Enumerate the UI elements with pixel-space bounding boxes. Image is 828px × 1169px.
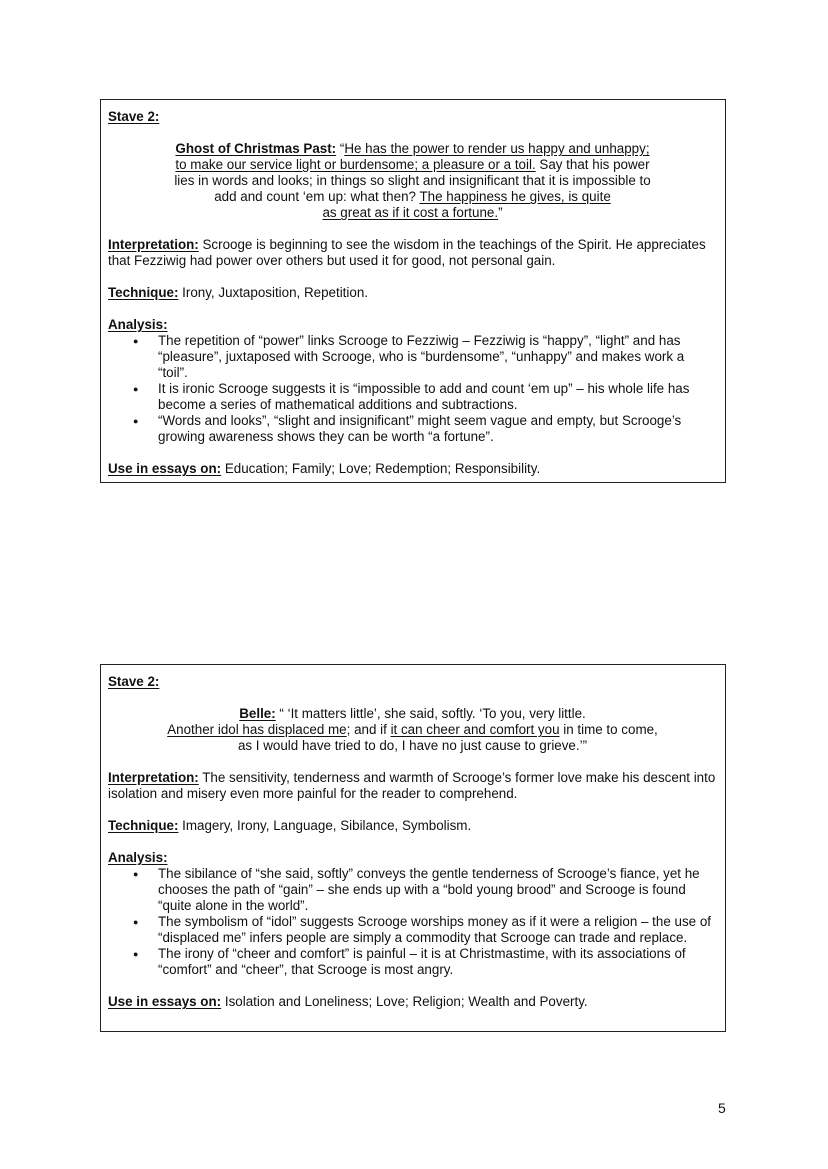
quote-text: ; and if bbox=[346, 722, 391, 737]
quote-line bbox=[108, 205, 717, 221]
use-in-essays-text: Isolation and Loneliness; Love; Religion; Wealth and Poverty. bbox=[221, 994, 588, 1009]
interpretation-label: Interpretation: bbox=[108, 770, 199, 785]
analysis-item: ● It is ironic Scrooge suggests it is “impossible to add and count ‘em up” – his whole life has become a series of mathematical additions and subtractions. bbox=[158, 381, 717, 413]
quote-text: as I would have tried to do, I have no just cause to grieve.’” bbox=[237, 738, 588, 753]
technique-text: Imagery, Irony, Language, Sibilance, Symbolism. bbox=[178, 818, 472, 833]
quote-text: Say that his power bbox=[535, 157, 650, 172]
quote-block bbox=[108, 706, 717, 754]
interpretation-text: Scrooge is beginning to see the wisdom in the teachings of the Spirit. He appreciates that Fezziwig had power over others but used it for good, not personal gain. bbox=[108, 237, 706, 268]
quote-line bbox=[108, 189, 717, 205]
quote-text-underlined: to make our service light or burdensome; a pleasure or a toil. bbox=[175, 157, 536, 172]
quote-block bbox=[108, 141, 717, 221]
analysis-item: ● The repetition of “power” links Scrooge to Fezziwig – Fezziwig is “happy”, “light” and has “pleasure”, juxtaposed with Scrooge, who is “burdensome”, “unhappy” and makes work a “toil”. bbox=[158, 333, 717, 381]
quote-line bbox=[108, 173, 717, 189]
analysis-label: Analysis: bbox=[108, 317, 168, 332]
analysis-item: ● The irony of “cheer and comfort” is painful – it is at Christmastime, with its associations of “comfort” and “cheer”, that Scrooge is most angry. bbox=[158, 946, 717, 978]
quote-line bbox=[108, 141, 717, 157]
quote-text: in time to come, bbox=[559, 722, 658, 737]
quote-text: add and count ‘em up: what then? bbox=[214, 189, 420, 204]
use-in-essays-label: Use in essays on: bbox=[108, 994, 222, 1009]
page-number: 5 bbox=[718, 1100, 726, 1116]
quote-text: “ bbox=[336, 141, 345, 156]
quote-line bbox=[108, 157, 717, 173]
interpretation bbox=[108, 770, 717, 802]
quote-card-belle bbox=[100, 664, 726, 1032]
technique-text: Irony, Juxtaposition, Repetition. bbox=[178, 285, 368, 300]
quote-line bbox=[108, 722, 717, 738]
quote-line bbox=[108, 738, 717, 754]
use-in-essays bbox=[108, 461, 717, 477]
analysis-item: ● The sibilance of “she said, softly” conveys the gentle tenderness of Scrooge’s fiance, yet he chooses the path of “gain” – she ends up with a “bold young brood” and Scrooge is found “quite alone in the world”. bbox=[158, 866, 717, 914]
quote-text: ” bbox=[498, 205, 503, 220]
stave-heading: Stave 2: bbox=[108, 109, 160, 124]
interpretation-label: Interpretation: bbox=[108, 237, 199, 252]
quote-text-underlined: He has the power to render us happy and unhappy; bbox=[344, 141, 650, 156]
analysis-item: ● The symbolism of “idol” suggests Scrooge worships money as if it were a religion – the use of “displaced me” infers people are simply a commodity that Scrooge can trade and replace. bbox=[158, 914, 717, 946]
quote-card-ghost-of-christmas-past bbox=[100, 99, 726, 483]
use-in-essays-text: Education; Family; Love; Redemption; Responsibility. bbox=[221, 461, 541, 476]
technique-label: Technique: bbox=[108, 818, 179, 833]
analysis-label: Analysis: bbox=[108, 850, 168, 865]
analysis-list bbox=[108, 866, 717, 978]
speaker-label: Belle: bbox=[239, 706, 276, 721]
quote-text: “ ‘It matters little’, she said, softly. ‘To you, very little. bbox=[275, 706, 586, 721]
use-in-essays-label: Use in essays on: bbox=[108, 461, 222, 476]
analysis-item: ● “Words and looks”, “slight and insignificant” might seem vague and empty, but Scrooge’s growing awareness shows they can be worth “a fortune”. bbox=[158, 413, 717, 445]
stave-heading: Stave 2: bbox=[108, 674, 160, 689]
technique bbox=[108, 285, 717, 301]
quote-text-underlined: as great as if it cost a fortune. bbox=[322, 205, 499, 220]
quote-text-underlined: The happiness he gives, is quite bbox=[419, 189, 611, 204]
quote-text-underlined: Another idol has displaced me bbox=[167, 722, 347, 737]
quote-text-underlined: it can cheer and comfort you bbox=[390, 722, 560, 737]
quote-text: lies in words and looks; in things so slight and insignificant that it is impossible to bbox=[174, 173, 651, 188]
use-in-essays bbox=[108, 994, 717, 1010]
speaker-label: Ghost of Christmas Past: bbox=[175, 141, 337, 156]
interpretation bbox=[108, 237, 717, 269]
technique-label: Technique: bbox=[108, 285, 179, 300]
analysis-list bbox=[108, 333, 717, 445]
interpretation-text: The sensitivity, tenderness and warmth of Scrooge’s former love make his descent into isolation and misery even more painful for the reader to comprehend. bbox=[108, 770, 716, 801]
quote-line bbox=[108, 706, 717, 722]
technique bbox=[108, 818, 717, 834]
